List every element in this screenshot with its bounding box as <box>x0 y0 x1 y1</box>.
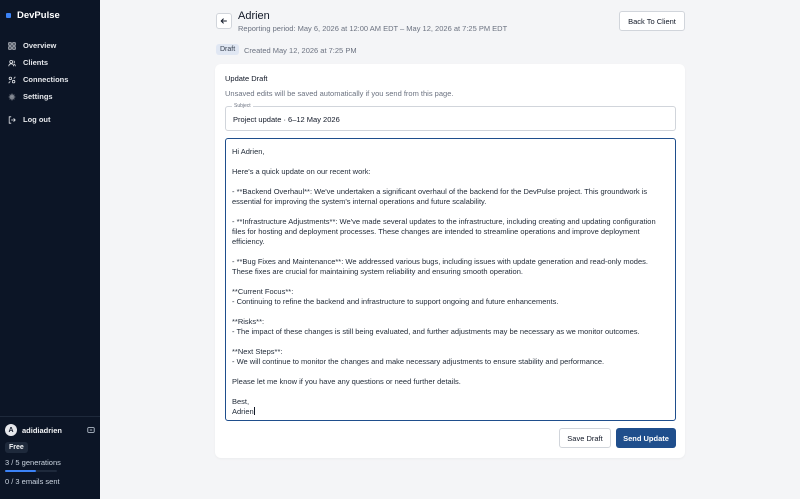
subject-field[interactable] <box>225 103 676 131</box>
gear-icon <box>8 93 16 101</box>
body-line <box>232 177 669 187</box>
logout-icon <box>8 116 16 124</box>
sidebar-item-label: Connections <box>23 75 69 84</box>
arrow-left-icon <box>220 17 228 25</box>
subject-value[interactable]: Project update · 6–12 May 2026 <box>233 115 340 124</box>
reporting-period: Reporting period: May 6, 2026 at 12:00 AM EDT – May 12, 2026 at 7:25 PM EDT <box>238 24 508 33</box>
plan-badge: Free <box>5 442 28 453</box>
body-line: - **Backend Overhaul**: We've undertaken a significant overhaul of the backend for the DevPulse project. This groundwork is <box>232 187 648 196</box>
brand[interactable] <box>6 10 60 21</box>
body-line: efficiency. <box>232 237 265 246</box>
autosave-note: Unsaved edits will be saved automatically if you send from this page. <box>225 89 454 98</box>
username: adidiadrien <box>22 425 63 435</box>
body-line: These fixes are crucial for maintaining system reliability and ensuring smooth operation. <box>232 267 523 276</box>
grid-icon <box>8 42 16 50</box>
body-line <box>232 337 669 347</box>
generations-progress-bar <box>5 470 57 472</box>
brand-name: DevPulse <box>17 10 60 21</box>
users-icon <box>8 59 16 67</box>
page-title: Adrien <box>238 10 270 22</box>
body-line <box>232 157 669 167</box>
back-button[interactable] <box>216 13 232 29</box>
save-draft-button[interactable]: Save Draft <box>559 428 611 448</box>
update-draft-card <box>215 64 685 458</box>
user-row[interactable] <box>5 424 95 436</box>
subject-label: Subject <box>234 103 251 109</box>
sidebar-item-settings[interactable] <box>0 88 100 105</box>
body-line: **Risks**: <box>232 317 265 326</box>
body-line: essential for improving the system's internal operations and future scalability. <box>232 197 487 206</box>
avatar: A <box>5 424 17 436</box>
logout-section <box>0 111 100 128</box>
link-icon <box>8 76 16 84</box>
body-line <box>232 387 669 397</box>
sidebar-item-connections[interactable] <box>0 71 100 88</box>
created-timestamp: Created May 12, 2026 at 7:25 PM <box>244 46 357 55</box>
text-cursor <box>254 407 255 415</box>
body-line: - Continuing to refine the backend and infrastructure to support ongoing and future enhancements. <box>232 297 559 306</box>
body-line: Here's a quick update on our recent work: <box>232 167 371 176</box>
body-line: Best, <box>232 397 250 406</box>
body-line <box>232 247 669 257</box>
body-line: Hi Adrien, <box>232 147 265 156</box>
message-body-textarea[interactable] <box>225 138 676 421</box>
generations-count: 3 / 5 generations <box>5 458 61 467</box>
sidebar-item-overview[interactable] <box>0 37 100 54</box>
body-line <box>232 277 669 287</box>
body-line: **Current Focus**: <box>232 287 294 296</box>
body-line: - **Bug Fixes and Maintenance**: We addressed various bugs, including issues with update generation and read-only modes. <box>232 257 648 266</box>
card-title: Update Draft <box>225 74 268 83</box>
body-line: files for hosting and deployment processes. These changes are intended to streamline operations and improve deployment <box>232 227 640 236</box>
send-update-button[interactable]: Send Update <box>616 428 676 448</box>
back-to-client-button[interactable]: Back To Client <box>619 11 685 31</box>
body-line: - The impact of these changes is still being evaluated, and further adjustments may be necessary as we monitor outcomes. <box>232 327 640 336</box>
body-line <box>232 307 669 317</box>
sidebar-item-label: Overview <box>23 41 57 50</box>
body-line: - We will continue to monitor the changes and make necessary adjustments to ensure stability and performance. <box>232 357 605 366</box>
sidebar-item-clients[interactable] <box>0 54 100 71</box>
logout-label: Log out <box>23 115 51 124</box>
sidebar <box>0 0 100 499</box>
body-line: Please let me know if you have any questions or need further details. <box>232 377 461 386</box>
logo-icon <box>6 13 11 18</box>
body-line: Adrien <box>232 407 254 416</box>
sidebar-nav <box>0 37 100 105</box>
account-panel <box>0 416 100 499</box>
body-line <box>232 207 669 217</box>
body-line: - **Infrastructure Adjustments**: We've made several updates to the infrastructure, including creating and updating configuration <box>232 217 656 226</box>
emails-count: 0 / 3 emails sent <box>5 477 60 486</box>
account-settings-icon[interactable] <box>87 426 95 434</box>
logout-button[interactable] <box>0 111 100 128</box>
sidebar-item-label: Settings <box>23 92 53 101</box>
generations-progress-fill <box>5 470 36 472</box>
status-badge: Draft <box>216 44 239 55</box>
body-line: **Next Steps**: <box>232 347 283 356</box>
sidebar-item-label: Clients <box>23 58 49 67</box>
body-line <box>232 367 669 377</box>
